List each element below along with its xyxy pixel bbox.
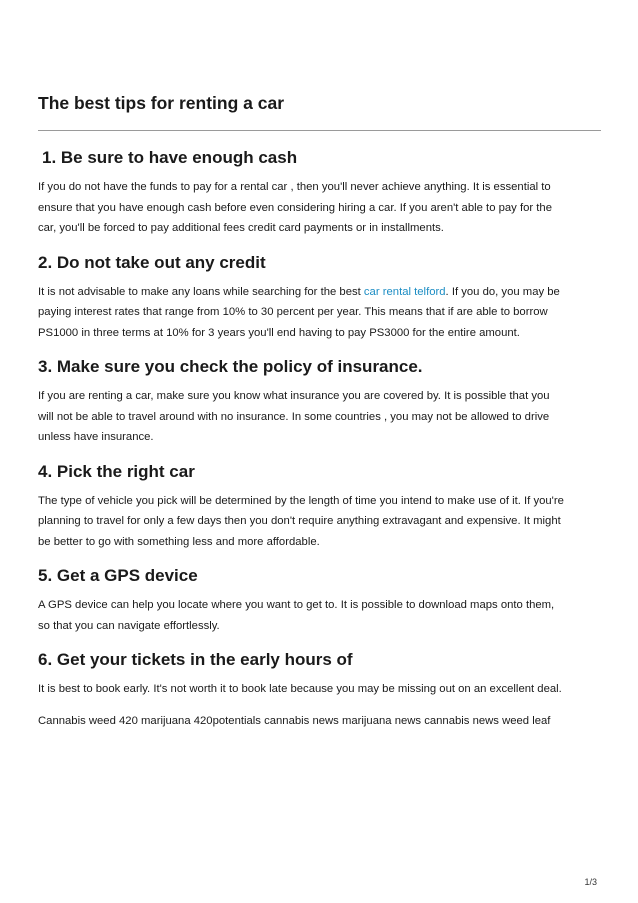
page-number: 1/3 <box>584 877 597 887</box>
paragraph-line: A GPS device can help you locate where you want to get to. It is possible to download maps onto them, <box>38 599 555 611</box>
section-paragraph-3 <box>38 386 602 448</box>
paragraph-line <box>38 282 602 303</box>
paragraph-line: PS1000 in three terms at 10% for 3 years you'll end having to pay PS3000 for the entire amount. <box>38 326 520 339</box>
paragraph-line: ensure that you have enough cash before even considering hiring a car. If you aren't able to pay for the <box>38 201 552 214</box>
section-heading-1: 1. Be sure to have enough cash <box>42 148 298 167</box>
text-segment: . If you do, you may be <box>445 285 560 298</box>
paragraph-line: If you are renting a car, make sure you know what insurance you are covered by. It is possible that you <box>38 390 550 402</box>
section-heading-2: 2. Do not take out any credit <box>38 252 266 272</box>
section-paragraph-5 <box>38 595 602 636</box>
section-heading-4: 4. Pick the right car <box>38 461 195 481</box>
section-paragraph-6 <box>38 679 602 700</box>
section-paragraph-4 <box>38 491 602 553</box>
title-divider <box>38 130 601 131</box>
document-page <box>38 92 602 731</box>
paragraph-line: so that you can navigate effortlessly. <box>38 619 220 632</box>
section-paragraph-2 <box>38 282 602 344</box>
paragraph-line: If you do not have the funds to pay for a rental car , then you'll never achieve anything. It is essential to <box>38 181 551 193</box>
paragraph-line: paying interest rates that range from 10% to 30 percent per year. This means that if are able to borrow <box>38 306 548 318</box>
paragraph-line: will not be able to travel around with no insurance. In some countries , you may not be allowed to drive <box>38 410 550 423</box>
page-title: The best tips for renting a car <box>38 93 285 113</box>
section-heading-6: 6. Get your tickets in the early hours of <box>38 650 353 669</box>
paragraph-line: unless have insurance. <box>38 431 154 443</box>
text-segment: It is not advisable to make any loans while searching for the best <box>38 285 364 298</box>
paragraph-line: car, you'll be forced to pay additional fees credit card payments or in installments. <box>38 222 444 234</box>
section-paragraph-1 <box>38 177 602 239</box>
paragraph-line: be better to go with something less and more affordable. <box>38 535 320 548</box>
section-heading-5: 5. Get a GPS device <box>38 566 198 585</box>
car-rental-telford-link[interactable]: car rental telford <box>363 285 446 298</box>
paragraph-line: It is best to book early. It's not worth it to book late because you may be missing out on an excellent deal. <box>38 683 562 695</box>
tags-line: Cannabis weed 420 marijuana 420potentials cannabis news marijuana news cannabis news weed leaf <box>38 714 551 727</box>
paragraph-line: planning to travel for only a few days then you don't require anything extravagant and expensive. It might <box>38 515 561 527</box>
paragraph-line: The type of vehicle you pick will be determined by the length of time you intend to make use of it. If you're <box>38 494 564 507</box>
section-heading-3: 3. Make sure you check the policy of insurance. <box>38 357 423 376</box>
